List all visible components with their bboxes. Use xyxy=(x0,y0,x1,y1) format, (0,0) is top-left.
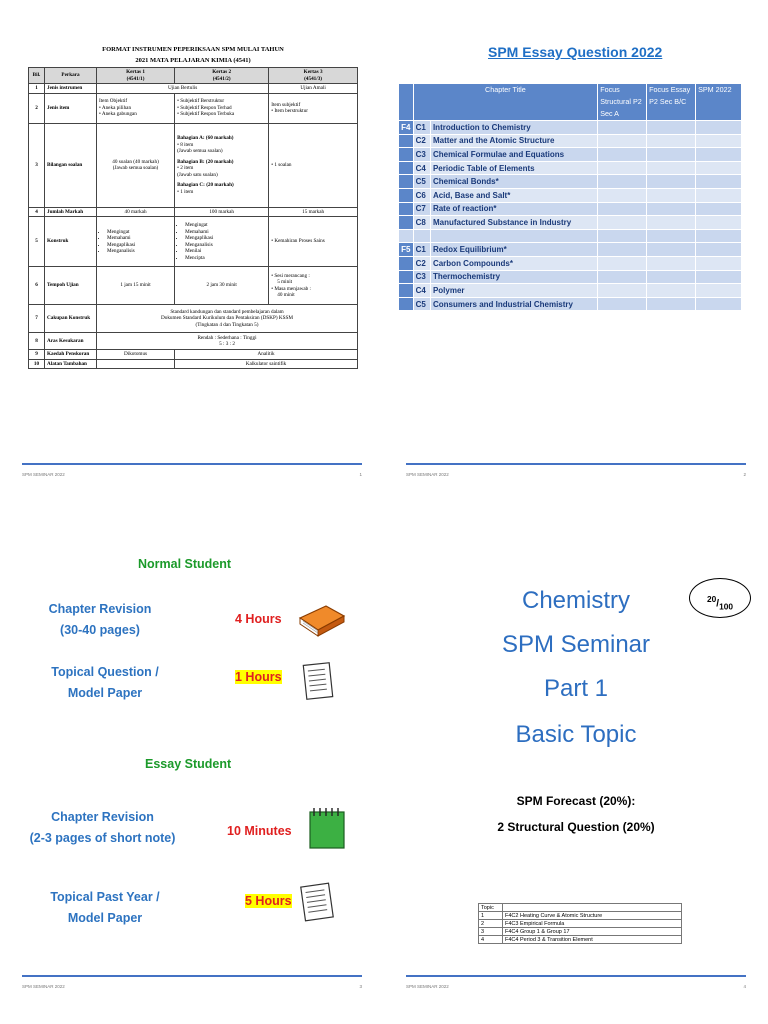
slide-exam-format[interactable] xyxy=(0,0,384,512)
worksheet-icon xyxy=(302,660,336,702)
chapter-revision-essay-label: Chapter Revision (2-3 pages of short note) xyxy=(29,810,176,845)
time-5-hours: 5 Hours xyxy=(245,894,292,908)
chapter-revision-label: Chapter Revision (30-40 pages) xyxy=(48,602,152,637)
topic-table xyxy=(478,903,682,944)
table-row: C4 Polymer xyxy=(399,284,742,298)
time-4-hours: 4 Hours xyxy=(235,612,282,626)
table-row: C3 Chemical Formulae and Equations xyxy=(399,148,742,162)
header-perkara: Perkara xyxy=(45,68,97,84)
slide-footer: SPM SEMINAR 2022 2 xyxy=(406,472,746,477)
table-row: 9 Kaedah Penskoran Dikotomus Analitik xyxy=(29,350,358,360)
essay-student-heading: Essay Student xyxy=(145,757,232,771)
table-row: 7 Cakupan Konstruk Standard kandungan dan standard pembelajaran dalam Dokumen Standard Kurikulum dan Pentaksiran (DSKP) KSSM (Tingkatan 4 dan Tingkatan 5) xyxy=(29,305,358,333)
format-title-line2: 2021 MATA PELAJARAN KIMIA (4541) xyxy=(135,57,251,64)
slide-seminar-title[interactable] xyxy=(384,512,768,1024)
time-1-hours: 1 Hours xyxy=(235,670,282,684)
table-row: 4 F4C4 Period 3 & Transition Element xyxy=(479,936,682,944)
time-10-minutes: 10 Minutes xyxy=(227,824,292,838)
header-bil: Bil. xyxy=(29,68,45,84)
essay-title: SPM Essay Question 2022 xyxy=(488,44,663,60)
header-focus-essay: Focus Essay P2 Sec B/C xyxy=(647,84,696,121)
form-f4-label: F4 xyxy=(399,121,414,135)
table-row: C3 Thermochemistry xyxy=(399,270,742,284)
score-badge: $^{20}/_{100}$ xyxy=(689,578,751,618)
essay-chapter-table xyxy=(398,83,742,311)
title-chemistry: Chemistry xyxy=(521,587,630,614)
table-row: C5 Consumers and Industrial Chemistry xyxy=(399,297,742,311)
table-row: 1 F4C2 Heating Curve & Atomic Structure xyxy=(479,912,682,920)
format-title xyxy=(28,44,358,66)
footer-divider xyxy=(22,463,362,465)
table-row: 3 Bilangan soalan 40 soalan (40 markah) (Jawab semua soalan) Bahagian A: (60 markah) • 8 item (Jawab semua soalan) Bahagian B: (20 markah) • 2 item (Jawab satu soalan) Bahagian C: (20 markah) • 1 item • 1 soalan xyxy=(29,123,358,207)
footer-divider xyxy=(406,975,746,977)
topical-past-year-label: Topical Past Year / Model Paper xyxy=(50,890,160,925)
normal-student-heading: Normal Student xyxy=(138,557,232,571)
footer-divider xyxy=(22,975,362,977)
slide-footer: SPM SEMINAR 2022 3 xyxy=(22,984,362,989)
title-part-1: Part 1 xyxy=(543,675,609,702)
table-row: 3 F4C4 Group 1 & Group 17 xyxy=(479,928,682,936)
table-row: C5 Chemical Bonds* xyxy=(399,175,742,189)
table-row: C4 Periodic Table of Elements xyxy=(399,161,742,175)
book-icon xyxy=(296,600,346,638)
table-row: 5 Konstruk • Mengingat • Memahami • Mengaplikasi • Menganalisis • Mengingat • Memahami • Mengaplikasi • Menganalisis • Menilai • Mencipta • Kemahiran Proses Sains xyxy=(29,217,358,267)
forecast-label: SPM Forecast (20%): xyxy=(516,794,636,808)
table-row: F4 C1 Introduction to Chemistry xyxy=(399,121,742,135)
slide-study-time[interactable] xyxy=(0,512,384,1024)
table-header-row xyxy=(29,68,358,84)
table-header-row: Topic xyxy=(479,904,682,912)
notebook-icon xyxy=(304,804,350,852)
table-row: 1 Jenis instrumen Ujian Bertulis Ujian Amali xyxy=(29,84,358,94)
form-f5-label: F5 xyxy=(399,243,414,257)
header-kertas2: Kertas 2 (4541/2) xyxy=(175,68,269,84)
slide-footer: SPM SEMINAR 2022 1 xyxy=(22,472,362,477)
table-row: 10 Alatan Tambahan Kalkulator saintifik xyxy=(29,359,358,369)
header-kertas3: Kertas 3 (4541/3) xyxy=(269,68,358,84)
table-row: C2 Carbon Compounds* xyxy=(399,256,742,270)
table-row: 4 Jumlah Markah 40 markah 100 markah 15 markah xyxy=(29,207,358,217)
header-spm-2022: SPM 2022 xyxy=(696,84,742,121)
topical-question-label: Topical Question / Model Paper xyxy=(51,665,159,700)
worksheet-icon xyxy=(298,880,338,924)
format-title-line1: FORMAT INSTRUMEN PEPERIKSAAN SPM MULAI TAHUN xyxy=(102,46,284,53)
table-row: C8 Manufactured Substance in Industry xyxy=(399,216,742,230)
structural-question-label: 2 Structural Question (20%) xyxy=(497,820,655,834)
title-basic-topic: Basic Topic xyxy=(515,721,637,748)
header-focus-structural: Focus Structural P2 Sec A xyxy=(598,84,647,121)
table-row: 2 F4C3 Empirical Formula xyxy=(479,920,682,928)
exam-format-table xyxy=(28,67,358,369)
table-row: C2 Matter and the Atomic Structure xyxy=(399,134,742,148)
table-row: 2 Jenis item Item Objektif • Aneka pilihan • Aneka gabungan • Subjektif Berstruktur • Subjektif Respon Terhad • Subjektif Respon Terbuka Item subjektif • Item berstruktur xyxy=(29,93,358,123)
title-spm-seminar: SPM Seminar xyxy=(501,631,651,658)
table-row: 6 Tempoh Ujian 1 jam 15 minit 2 jam 30 minit • Sesi merancang : 5 minit • Masa menjawab : 40 minit xyxy=(29,267,358,305)
header-kertas1: Kertas 1 (4541/1) xyxy=(97,68,175,84)
table-row: C6 Acid, Base and Salt* xyxy=(399,188,742,202)
slide-footer: SPM SEMINAR 2022 4 xyxy=(406,984,746,989)
table-header-row xyxy=(399,84,742,121)
header-chapter-title: Chapter Title xyxy=(413,84,598,121)
table-row xyxy=(399,229,742,243)
table-row: C7 Rate of reaction* xyxy=(399,202,742,216)
table-row: F5 C1 Redox Equilibrium* xyxy=(399,243,742,257)
table-row: 8 Aras Kesukaran Rendah : Sederhana : Tinggi 5 : 3 : 2 xyxy=(29,333,358,350)
footer-divider xyxy=(406,463,746,465)
